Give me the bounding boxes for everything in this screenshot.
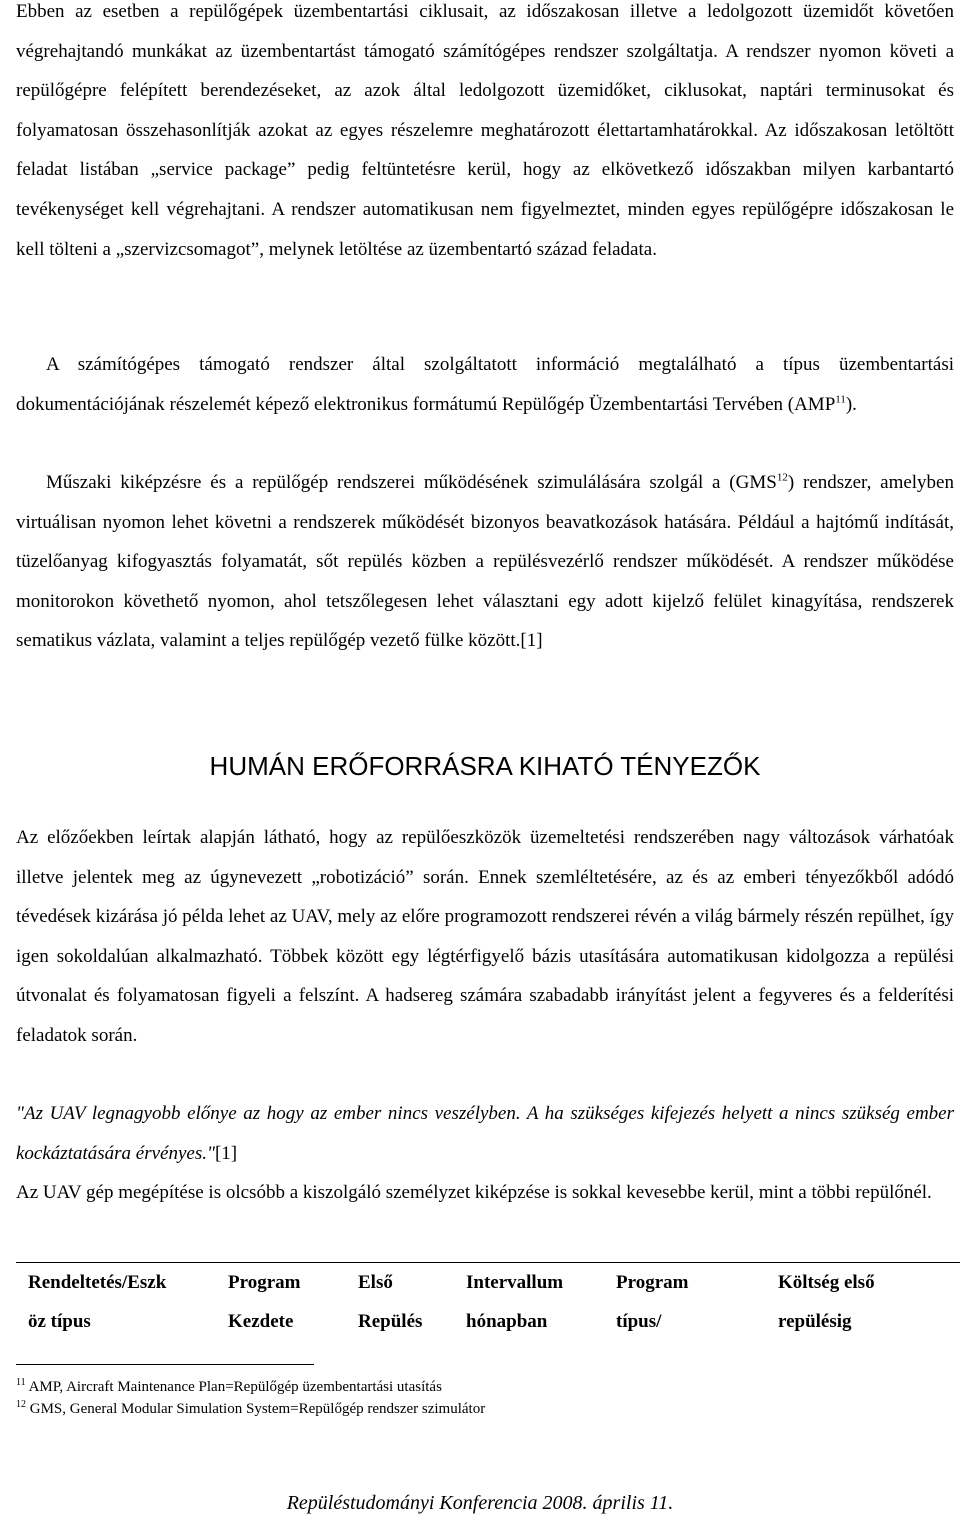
paragraph-5: Az UAV gép megépítése is olcsóbb a kiszolgáló személyzet kiképzése is sokkal kevesebbe kerül, mint a többi repülőnél.	[16, 1182, 932, 1203]
header-cell-interval: Intervallum hónapban	[466, 1272, 564, 1332]
header-cell-purpose: Rendeltetés/Eszk öz típus	[28, 1272, 167, 1332]
header-cell-program-start: Program Kezdete	[228, 1272, 301, 1332]
header-cell-first-flight: Első Repülés	[358, 1272, 423, 1332]
footnote-separator	[16, 1364, 314, 1365]
header-cell-cost: Költség első repülésig	[778, 1272, 875, 1332]
table-header-row	[16, 1263, 960, 1341]
footnote-11: $^{11}$ AMP, Aircraft Maintenance Plan=Repülőgép üzembentartási utasítás	[16, 1377, 442, 1395]
quote-paragraph	[16, 1094, 954, 1173]
footnote-12: $^{12}$ GMS, General Modular Simulation System=Repülőgép rendszer szimulátor	[16, 1399, 486, 1417]
header-cell-program-type: Program típus/	[616, 1272, 689, 1332]
paragraph-1: Ebben az esetben a repülőgépek üzembentartási ciklusait, az időszakosan illetve a ledolgozott üzemidőt követően végrehajtandó munkákat az üzembentartást támogató számítógépes rendszer szolgáltatja. A rendszer nyomon követi a repülőgépre felépített berendezéseket, az azok által ledolgozott üzemidőket, ciklusokat, naptári terminusokat és folyamatosan összehasonlítják azokat az egyes részelemre meghatározott élettartamhatárokkal. Az időszakosan letöltött feladat listában „service package” pedig feltüntetésre kerül, hogy az elkövetkező időszakban milyen karbantartó tevékenységet kell végrehajtani. A rendszer automatikusan nem figyelmeztet, minden egyes repülőgépre időszakosan le kell tölteni a „szervizcsomagot”, melynek letöltése az üzembentartó század feladata.	[16, 1, 954, 260]
page-footer: Repüléstudományi Konferencia 2008. április 11.	[286, 1492, 674, 1514]
paragraph-2: A számítógépes támogató rendszer által szolgáltatott információ megtalálható a típus üzembentartási dokumentációjának részelemét képező elektronikus formátumú Repülőgép Üzembentartási Tervében (AMP$^{11}$).	[16, 354, 954, 415]
paragraph-3: Műszaki kiképzésre és a repülőgép rendszerei működésének szimulálására szolgál a (GMS$^{12}$) rendszer, amelyben virtuálisan nyomon lehet követni a rendszerek működését bizonyos beavatkozások hatására. Például a hajtómű indítását, tüzelőanyag kifogyasztás folyamatát, sőt repülés közben a repülésvezérlő rendszer működését. A rendszer működése monitorokon követhető nyomon, ahol tetszőlegesen lehet választani egy adott kijelző felület kinagyítása, rendszerek sematikus vázlata, valamint a teljes repülőgép vezető fülke között.[1]	[16, 471, 954, 652]
comparison-table	[16, 1262, 960, 1341]
footnote-ref-11: 11	[835, 393, 846, 406]
quote-reference: [1]	[214, 1142, 238, 1164]
paragraph-4: Az előzőekben leírtak alapján látható, hogy az repülőeszközök üzemeltetési rendszerében nagy változások várhatóak illetve jelentek meg az úgynevezett „robotizáció” során. Ennek szemléltetésére, az és az emberi tényezőkből adódó tévedések kizárása jó példa lehet az UAV, mely az előre programozott rendszerei révén a világ bármely részén repülhet, így igen sokoldalúan alkalmazható. Többek között egy légtérfigyelő bázis utasítására automatikusan kidolgozza a repülési útvonalat és folyamatosan figyeli a felszínt. A hadsereg számára szabadabb irányítást jelent a fegyveres és a felderítési feladatok során.	[16, 827, 954, 1046]
footnote-ref-12: 12	[776, 471, 788, 484]
section-heading: HUMÁN ERŐFORRÁSRA KIHATÓ TÉNYEZŐK	[209, 751, 761, 781]
footnotes	[16, 1376, 485, 1420]
quote-text: "Az UAV legnagyobb előnye az hogy az ember nincs veszélyben. A ha szükséges kifejezés helyett a nincs szükség ember kockáztatására érvényes."	[16, 1103, 954, 1164]
